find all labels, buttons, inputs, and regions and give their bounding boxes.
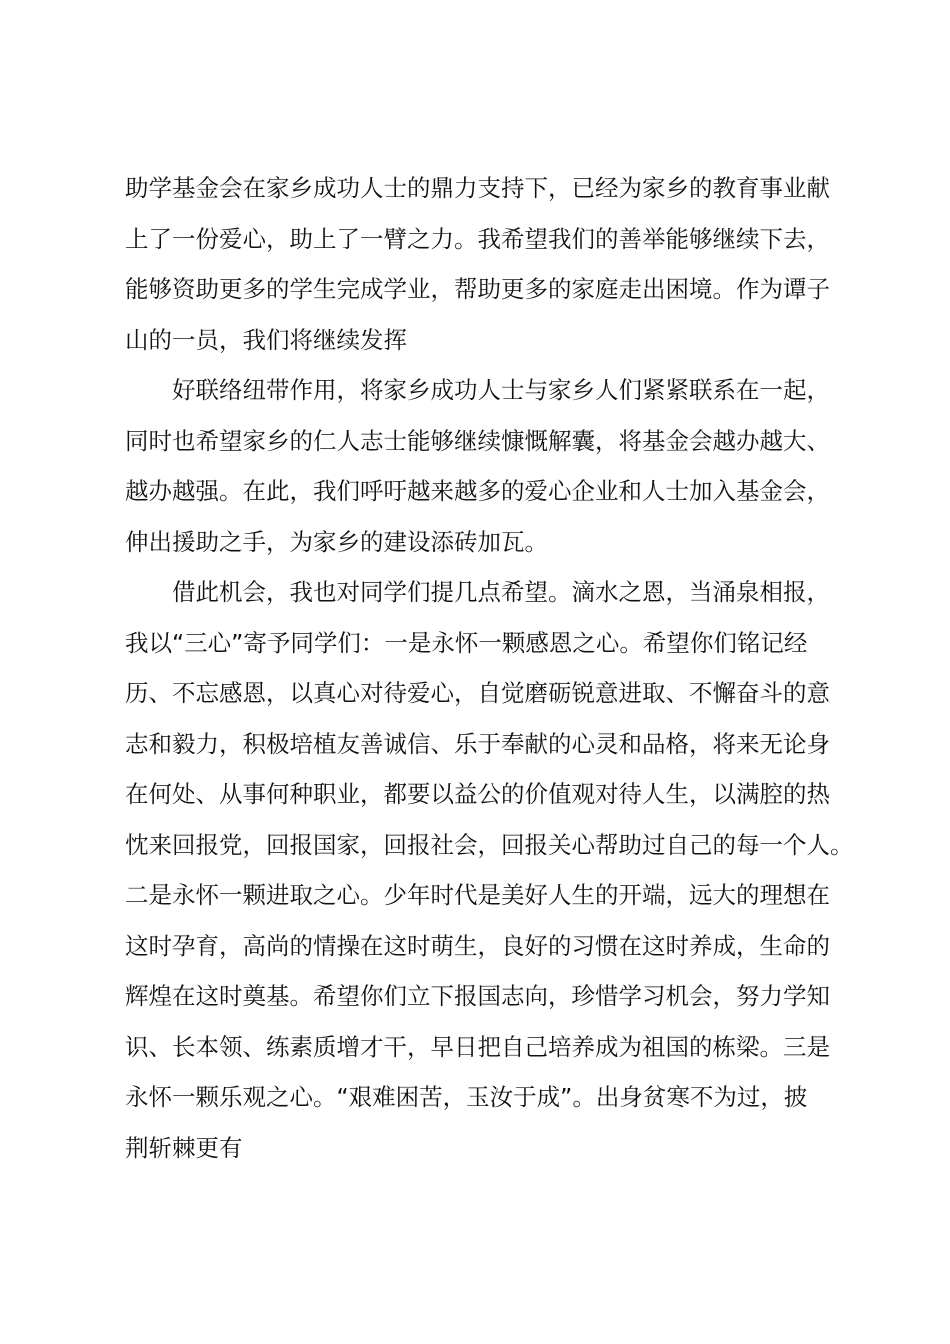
text-line: 借此机会，我也对同学们提几点希望。滴水之恩，当涌泉相报， — [172, 578, 830, 606]
body-text — [125, 163, 854, 1173]
text-line: 在何处、从事何种职业，都要以益公的价值观对待人生，以满腔的热 — [125, 780, 830, 808]
text-line: 助学基金会在家乡成功人士的鼎力支持下，已经为家乡的教育事业献 — [125, 174, 830, 202]
text-line: 上了一份爱心，助上了一臂之力。我希望我们的善举能够继续下去， — [125, 224, 830, 253]
text-line: 同时也希望家乡的仁人志士能够继续慷慨解囊，将基金会越办越大、 — [125, 426, 830, 455]
text-line: 辉煌在这时奠基。希望你们立下报国志向，珍惜学习机会，努力学知 — [125, 982, 830, 1010]
text-line: 荆斩棘更有 — [125, 1133, 243, 1162]
text-line: 二是永怀一颗进取之心。少年时代是美好人生的开端，远大的理想在 — [125, 881, 830, 909]
text-line: 我以“三心”寄予同学们：一是永怀一颗感恩之心。希望你们铭记经 — [125, 628, 808, 657]
text-line: 山的一员，我们将继续发挥 — [125, 325, 407, 354]
text-line: 永怀一颗乐观之心。“艰难困苦，玉汝于成”。出身贫寒不为过，披 — [125, 1083, 808, 1111]
text-line: 越办越强。在此，我们呼吁越来越多的爱心企业和人士加入基金会， — [125, 477, 830, 505]
text-line: 历、不忘感恩，以真心对待爱心，自觉磨砺锐意进取、不懈奋斗的意 — [125, 679, 830, 707]
text-line: 识、长本领、练素质增才干，早日把自己培养成为祖国的栋梁。三是 — [125, 1032, 830, 1061]
text-line: 伸出援助之手，为家乡的建设添砖加瓦。 — [125, 527, 548, 556]
text-line: 好联络纽带作用，将家乡成功人士与家乡人们紧紧联系在一起， — [172, 376, 830, 404]
text-line: 志和毅力，积极培植友善诚信、乐于奉献的心灵和品格，将来无论身 — [125, 729, 830, 758]
text-line: 这时孕育，高尚的情操在这时萌生，良好的习惯在这时养成，生命的 — [125, 931, 830, 960]
text-line: 忱来回报党，回报国家，回报社会，回报关心帮助过自己的每一个人。 — [125, 830, 854, 859]
text-line: 能够资助更多的学生完成学业，帮助更多的家庭走出困境。作为谭子 — [125, 275, 830, 303]
